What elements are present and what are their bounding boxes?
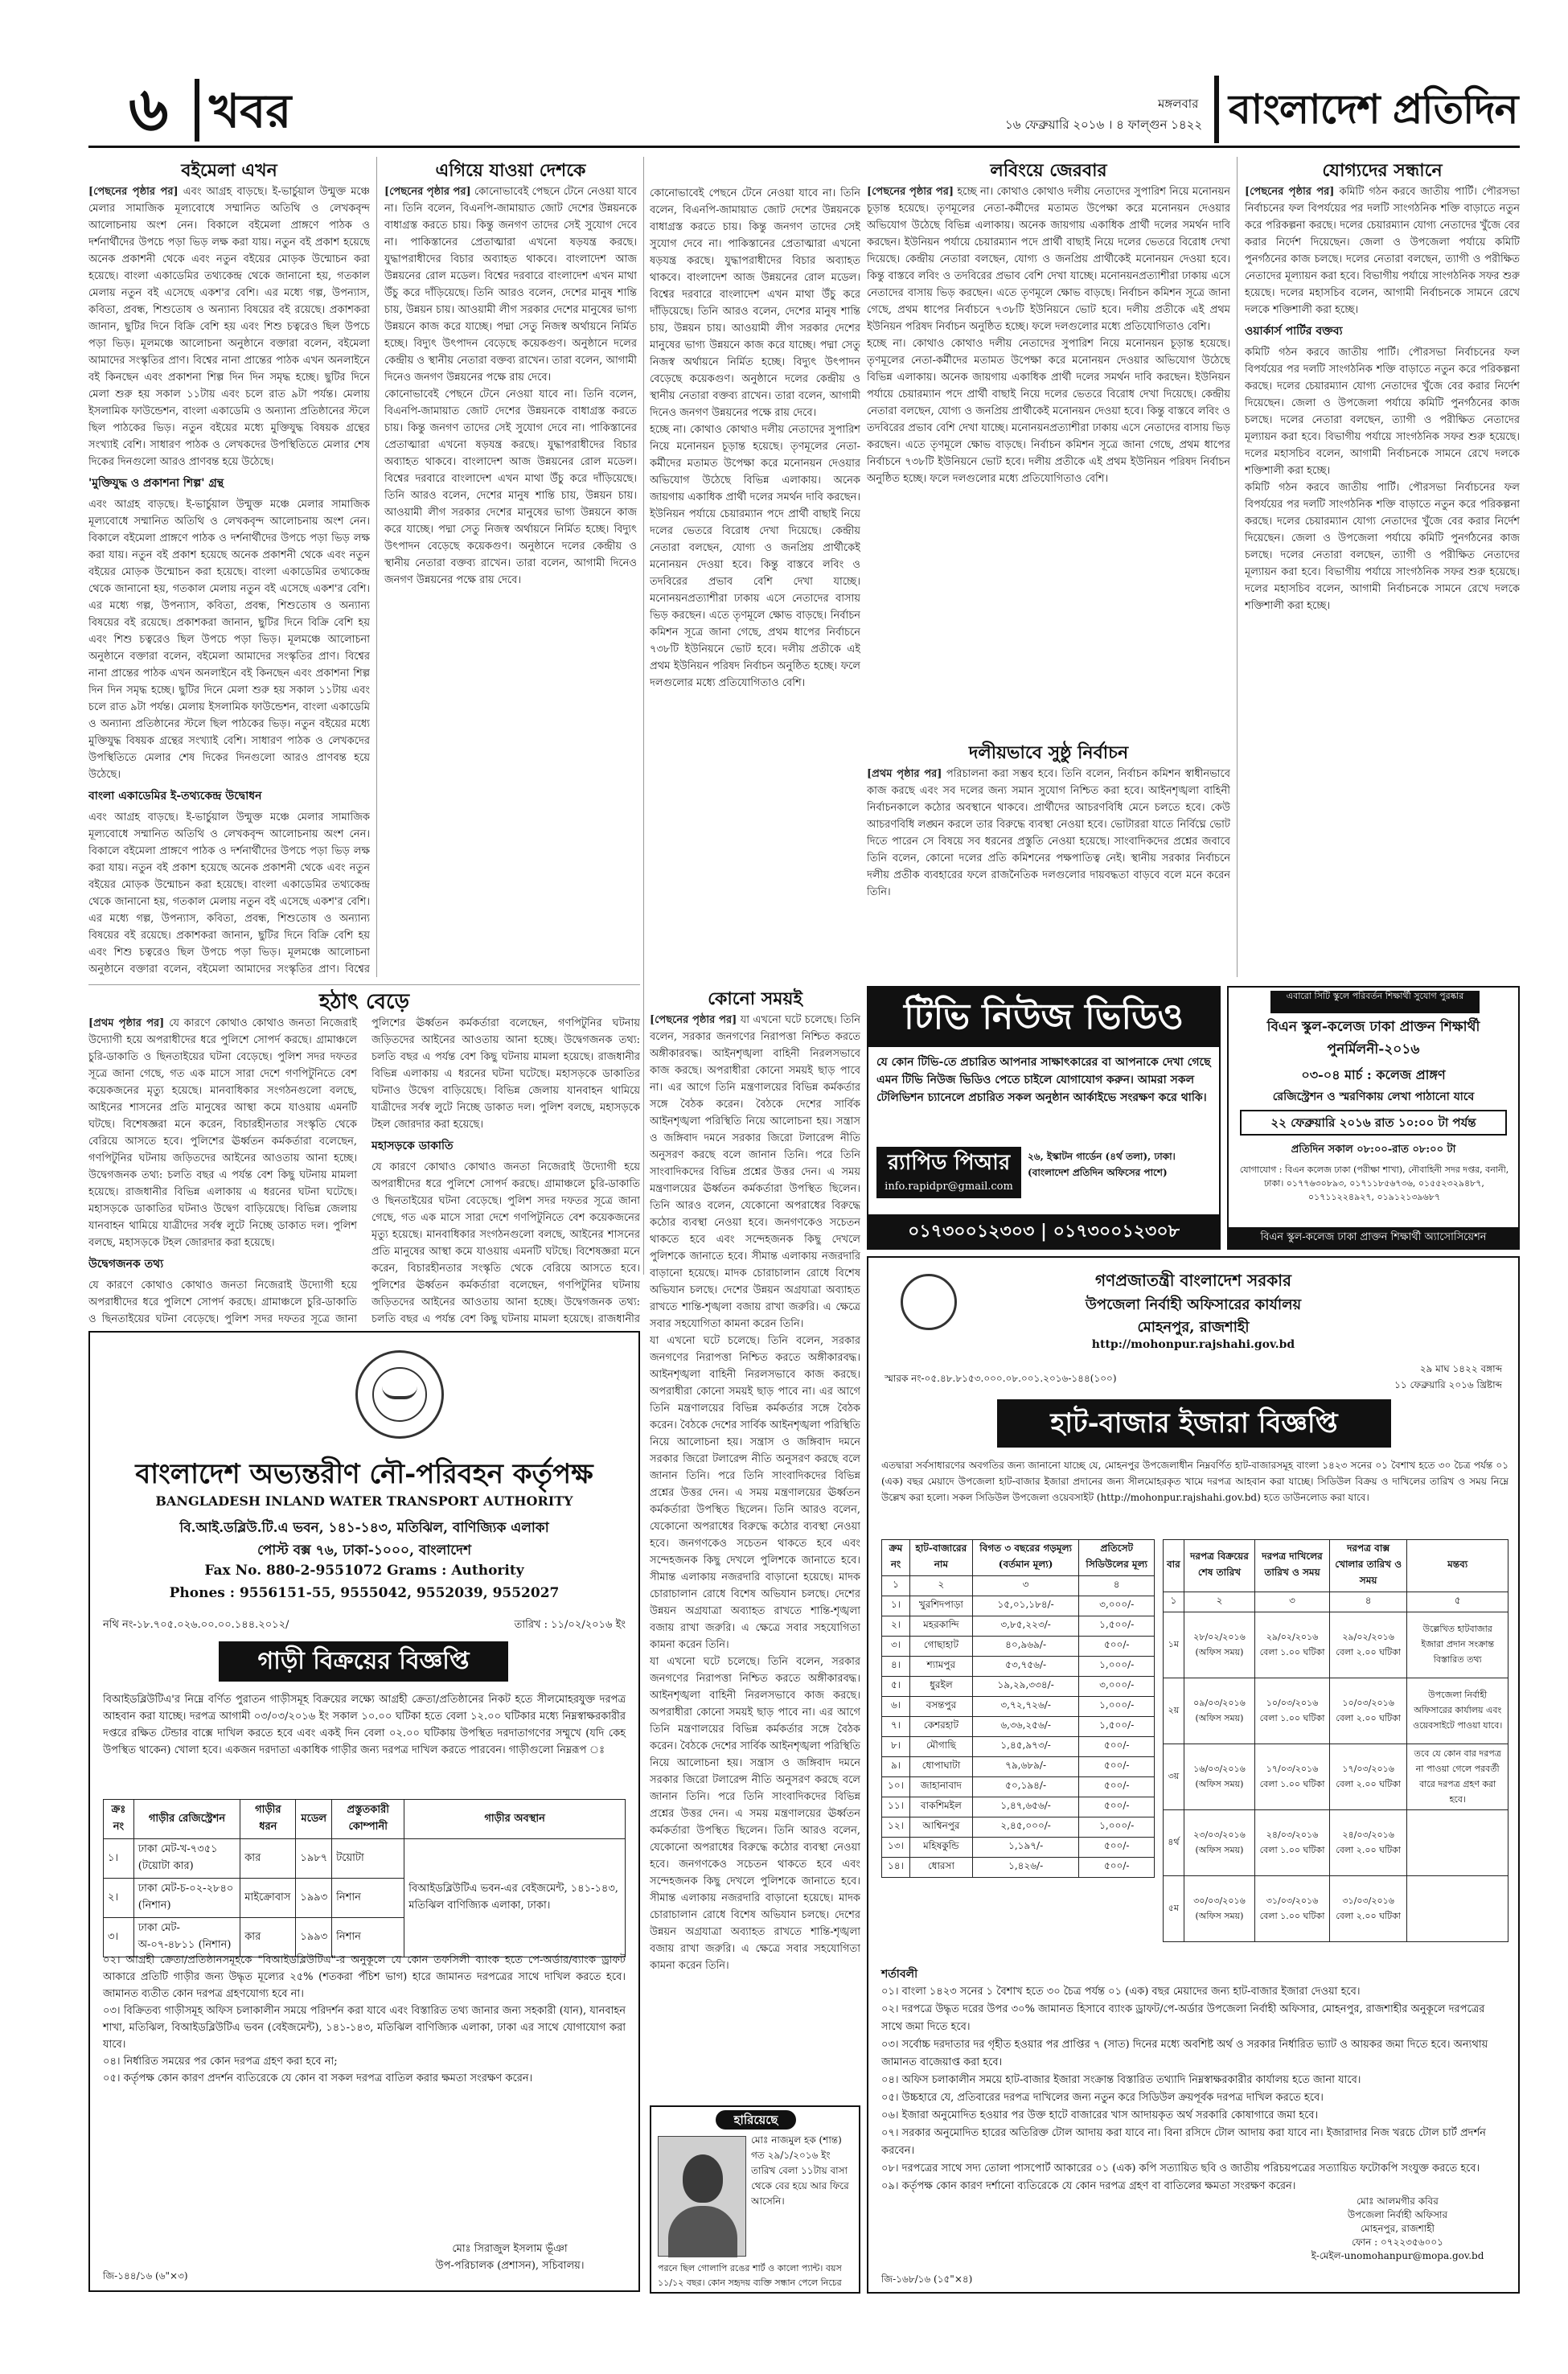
run-label: [পেছনের পৃষ্ঠার পর] [88,186,179,198]
article-body [88,1015,357,1251]
table-header: হাট-বাজারের নাম [909,1540,972,1576]
table-cell: ১,৫০০/- [1079,1717,1155,1737]
signer-phone: ফোন : ০৭২২৩৫৬০০১ [1352,2236,1443,2248]
section-divider [195,79,199,142]
school-reg: রেজিস্ট্রেশন ও স্মরণিকায় লেখা পাঠানো যাবে [1272,1090,1475,1103]
table-cell: মৌগাছি [909,1737,972,1757]
table-cell: ৩১/০৩/২০১৬ বেলা ১.০০ ঘটিকা [1255,1876,1330,1942]
run-label: [পেছনের পৃষ্ঠার পর] [1245,186,1335,198]
dateline: ১৬ ফেব্রুয়ারি ২০১৬ । ৪ ফাল্গুন ১৪২২ [1005,117,1203,132]
table-cell: ঢাকা মেট-অ-০৭-৪৮১১ (নিশান) [133,1918,240,1957]
article-body: এবং আগ্রহ বাড়ছে। ই-ভার্চুয়াল উন্মুক্ত মঞ্চে মেলার সামাজিক মূল্যবোধে সম্মানিত অতিথি ও লেখকবৃন্দ আলোচনায় অংশ নেন। বিকালে বইমেলা প্রাঙ্গণে পাঠক ও দর্শনার্থীদের উপচে পড়া ভিড় লক্ষ করা যায়। নতুন বই প্রকাশ হয়েছে অনেক প্রকাশনী থেকে এবং নতুন বইয়ের মোড়ক উন্মোচন করা হয়েছে। বাংলা একাডেমির তথ্যকেন্দ্র থেকে জানানো হয়, গতকাল মেলায় নতুন বই এসেছে একশ'র বেশি। এর মধ্যে গল্প, উপন্যাস, কবিতা, প্রবন্ধ, শিশুতোষ ও অন্যান্য বিষয়ের বই রয়েছে। প্রকাশকরা জানান, ছুটির দিনে বিক্রি বেশি হয় এবং শিশু চত্বরেও ছিল উপচে পড়া ভিড়। মূলমঞ্চে আলোচনা অনুষ্ঠানে বক্তারা বলেন, বইমেলা আমাদের সংস্কৃতির প্রাণ। বিশ্বের নানা প্রান্তের পাঠক এখন অনলাইনে বই কিনছেন এবং প্রকাশনা শিল্প দিন দিন সমৃদ্ধ হচ্ছে। ছুটির দিনে মেলা শুরু হয় সকাল ১১টায় এবং চলে রাত ৯টা পর্যন্ত। মেলায় ইসলামিক ফাউন্ডেশন, বাংলা একাডেমি ও অন্যান্য প্রতিষ্ঠানের স্টলে ছিল পাঠকের ভিড়। নতুন বইয়ের মধ্যে মুক্তিযুদ্ধ বিষয়ক গ্রন্থের সংখ্যাই বেশি। সাধারণ পাঠক ও লেখকদের উপস্থিতিতে মেলার শেষ দিকের দিনগুলো আরও প্রাণবন্ত হয়ে উঠেছে। [88,499,370,781]
notice-date-en: ১১ ফেব্রুয়ারি ২০১৬ খ্রিষ্টাব্দ [1394,1379,1502,1390]
article-headline: লবিংয়ে জেরবার [990,160,1107,181]
run-label: [প্রথম পৃষ্ঠার পর] [88,1017,165,1029]
ad-fax: Fax No. 880-2-9551072 Grams : Authority [204,1563,524,1579]
table-cell: ৩য় [1164,1744,1184,1810]
article-text: কোনোভাবেই পেছনে টেনে নেওয়া যাবে না। তিনি বলেন, বিএনপি-জামায়াত জোট দেশের উন্নয়নকে বাধাগ্রস্ত করতে চায়। কিন্তু জনগণ তাদের সেই সুযোগ দেবে না। পাকিস্তানের প্রেতাত্মারা এখনো ষড়যন্ত্র করছে। যুদ্ধাপরাধীদের বিচার অব্যাহত থাকবে। বাংলাদেশ আজ উন্নয়নের রোল মডেল। বিশ্বের দরবারে বাংলাদেশ এখন মাথা উঁচু করে দাঁড়িয়েছে। তিনি আরও বলেন, দেশের মানুষ শান্তি চায়, উন্নয়ন চায়। আওয়ামী লীগ সরকার দেশের মানুষের ভাগ্য উন্নয়নে কাজ করে যাচ্ছে। পদ্মা সেতু নিজস্ব অর্থায়নে নির্মিত হচ্ছে। বিদ্যুৎ উৎপাদন বেড়েছে কয়েকগুণ। অনুষ্ঠানে দলের কেন্দ্রীয় ও স্থানীয় নেতারা বক্তব্য রাখেন। তারা বলেন, আগামী দিনেও জনগণ উন্নয়নের পক্ষে রায় দেবে। [384,186,637,384]
table-cell: ধোপাঘাটা [909,1757,972,1777]
table-header: মন্তব্য [1407,1540,1508,1592]
table-cell: মহিষকুন্ডি [909,1838,972,1858]
table-number-row [1164,1592,1508,1612]
table-cell: কেশরহাট [909,1717,972,1737]
table-cell: ১০। [882,1777,910,1797]
run-label: [প্রথম পৃষ্ঠার পর] [867,768,942,780]
missing-person-photo [658,2136,746,2257]
table-cell: ১০/০৩/২০১৬ বেলা ২.০০ ঘটিকা [1329,1678,1407,1744]
table-cell: ৪০,৯৬৯/- [972,1637,1079,1657]
ad-date: তারিখ : ১১/০২/২০১৬ ইং [514,1619,626,1631]
notice-banner: হাট-বাজার ইজারা বিজ্ঞপ্তি [997,1399,1391,1448]
table-cell: টয়োটা [332,1839,404,1879]
conditions-title: শর্তাবলী [881,1968,918,1981]
article-headline: যোগ্যদের সন্ধানে [1322,160,1443,181]
notice-header-place: মোহনপুর, রাজশাহী [1137,1319,1250,1336]
article-body [867,766,1230,901]
condition-item: ০৫। উচ্চহারে যে, প্রতিবারের দরপত্র দাখিলের জন্য নতুন করে সিডিউল ক্রয়পূর্বক দরপত্র দাখিল করতে হবে। [881,2092,1324,2104]
table-row [882,1817,1155,1838]
table-cell: ৫০০/- [1079,1637,1155,1657]
table-header: বিগত ৩ বছরের গড়মূল্য (বর্তমান মূল্য) [972,1540,1079,1576]
table-cell: ১,৪৫,৯৭৩/- [972,1737,1079,1757]
table-cell: খুরশিদপাড়া [909,1596,972,1616]
table-cell: ঢাকা মেট-খ-৭৩৫১ (টয়োটা কার) [133,1839,240,1879]
article-jogyoder [1245,158,1520,978]
missing-person-ad [650,2105,860,2294]
table-cell: ২। [882,1616,910,1637]
column-rule [376,157,377,977]
table-cell: আশ্বিনপুর [909,1817,972,1838]
ad-ref-number: নথি নং-১৮.৭০৫.০২৬.০০.০০.১৪৪.২০১২/ [103,1619,289,1631]
condition-item: ০৯। কর্তৃপক্ষ কোন কারণ দর্শানো ব্যতিরেকে যে কোন দরপত্র গ্রহণ বা বাতিলের ক্ষমতা সংরক্ষণ করেন। [881,2180,1296,2192]
table-cell: ৩। [882,1637,910,1657]
table-cell: ১৭/০৩/২০১৬ বেলা ২.০০ ঘটিকা [1329,1744,1407,1810]
table-cell: ১০/০৩/২০১৬ বেলা ১.০০ ঘটিকা [1255,1678,1330,1744]
article-body [384,183,637,386]
market-table [881,1539,1155,1878]
article-body [650,1012,860,1333]
article-body: যা এখনো ঘটে চলেছে। তিনি বলেন, সরকার জনগণের নিরাপত্তা নিশ্চিত করতে অঙ্গীকারবদ্ধ। আইনশৃঙ্খলা বাহিনী নিরলসভাবে কাজ করছে। অপরাধীরা কোনো সময়ই ছাড় পাবে না। এর আগে তিনি মন্ত্রণালয়ের বিভিন্ন কর্মকর্তার সঙ্গে বৈঠক করেন। বৈঠকে দেশের সার্বিক আইনশৃঙ্খলা পরিস্থিতি নিয়ে আলোচনা হয়। সন্ত্রাস ও জঙ্গিবাদ দমনে সরকার জিরো টলারেন্স নীতি অনুসরণ করছে বলে জানান তিনি। পরে তিনি সাংবাদিকদের বিভিন্ন প্রশ্নের উত্তর দেন। এ সময় মন্ত্রণালয়ের ঊর্ধ্বতন কর্মকর্তারা উপস্থিত ছিলেন। তিনি আরও বলেন, যেকোনো অপরাধের বিরুদ্ধে কঠোর ব্যবস্থা নেওয়া হবে। জনগণকেও সচেতন থাকতে হবে এবং সন্দেহজনক কিছু দেখলে পুলিশকে জানাতে হবে। সীমান্ত এলাকায় নজরদারি বাড়ানো হয়েছে। মাদক চোরাচালান রোধে বিশেষ অভিযান চলছে। দেশের উন্নয়ন অগ্রযাত্রা অব্যাহত রাখতে শান্তি-শৃঙ্খলা বজায় রাখা জরুরি। এ ক্ষেত্রে সবার সহযোগিতা কামনা করেন তিনি। [650,1335,860,1651]
table-cell: বসন্তপুর [909,1697,972,1717]
table-row [882,1777,1155,1797]
missing-title: হারিয়েছে [716,2110,796,2130]
notice-date [1394,1362,1502,1394]
table-cell: ১। [104,1839,134,1879]
condition-item: ০১। বাংলা ১৪২৩ সনের ১ বৈশাখ হতে ৩০ চৈত্র পর্যন্ত ০১ (এক) বছর মেয়াদের জন্য হাট-বাজার ইজারা দেওয়া হবে। [881,1986,1361,1998]
article-headline: দলীয়ভাবে সুষ্ঠু নির্বাচন [968,742,1129,763]
table-cell: ৩ [1255,1592,1330,1612]
school-title: বিএন স্কুল-কলেজ ঢাকা প্রাক্তন শিক্ষার্থী পুনর্মিলনী-২০১৬ [1266,1019,1480,1058]
table-header: দরপত্র দাখিলের তারিখ ও সময় [1255,1540,1330,1592]
table-cell: ৫০০/- [1079,1797,1155,1817]
table-cell: কার [240,1839,296,1879]
article-text: পরিচালনা করা সম্ভব হবে। তিনি বলেন, নির্বাচন কমিশন স্বাধীনভাবে কাজ করছে এবং সব দলের জন্য সমান সুযোগ নিশ্চিত করা হবে। আইনশৃঙ্খলা বাহিনী নির্বাচনকালে কঠোর অবস্থানে থাকবে। প্রার্থীদের আচরণবিধি মেনে চলতে হবে। কেউ আচরণবিধি লঙ্ঘন করলে তার বিরুদ্ধে ব্যবস্থা নেওয়া হবে। ভোটাররা যাতে নির্বিঘ্নে ভোট দিতে পারেন সে বিষয়ে সব ধরনের প্রস্তুতি নেওয়া হয়েছে। সাংবাদিকদের প্রশ্নের জবাবে তিনি বলেন, কোনো দলের প্রতি কমিশনের পক্ষপাতিত্ব নেই। স্থানীয় সরকার নির্বাচনে দলীয় প্রতীক ব্যবহারের ফলে রাজনৈতিক দলগুলোর দায়বদ্ধতা বাড়বে বলে মনে করেন তিনি। [867,768,1230,898]
table-cell: ৫। [882,1677,910,1697]
table-cell: ২য় [1164,1678,1184,1744]
table-cell: ৫ [1407,1592,1508,1612]
table-cell: তবে যে কোন বার দরপত্র না পাওয়া গেলে পরবর্তী বারে দরপত্র গ্রহণ করা হবে। [1407,1744,1508,1810]
notice-intro: এতদ্বারা সর্বসাধারণের অবগতির জন্য জানানো যাচ্ছে যে, মোহনপুর উপজেলাধীন নিম্নবর্ণিত হাট-বাজারসমূহ বাংলা ১৪২৩ সনের ০১ বৈশাখ হতে ৩০ চৈত্র পর্যন্ত ০১ (এক) বছর মেয়াদে উপজেলা হাট-বাজার ইজারা প্রদানের জন্য সীলমোহরকৃত খামে দরপত্র আহবান করা যাচ্ছে। সিডিউল বিক্রয় ও দাখিলের তারিখ ও সময় নিম্নে উল্লেখ করা হলো। সকল সিডিউল উপজেলা ওয়েবসাইট (http://mohonpur.rajshahi.gov.bd) হতে ডাউনলোড করা যাবে। [881,1460,1508,1503]
school-badge: এবারো সিটি স্কুলে পরিবর্তন শিক্ষার্থী সুযোগ পুরষ্কার [1270,991,1480,1013]
article-headline: হঠাৎ বেড়ে [318,990,410,1014]
article-subhead: উদ্বেগজনক তথ্য [88,1258,164,1271]
ad-po-box: পোস্ট বক্স ৭৬, ঢাকা-১০০০, বাংলাদেশ [257,1542,472,1559]
article-egiye [384,158,637,978]
table-cell: ৭। [882,1717,910,1737]
table-cell: ১,০০০/- [1079,1657,1155,1677]
notice-header-office: উপজেলা নির্বাহী অফিসারের কার্যালয় [1085,1296,1302,1313]
table-cell: ১৪। [882,1858,910,1878]
notice-code: জি-১৬৮/১৬ (১৫"×৪) [881,2273,973,2285]
table-cell: ৬। [882,1697,910,1717]
condition-item: ০৪। অফিস চলাকালীন সময়ে হাট-বাজার ইজারা সংক্রান্ত বিস্তারিত তথ্যাদি নিম্নস্বাক্ষরকারীর কার্যালয় হতে জানা যাবে। [881,2074,1361,2086]
table-cell: ২,৪৫,০০০/- [972,1817,1079,1838]
table-cell: ১৩। [882,1838,910,1858]
table-cell: ৫০০/- [1079,1858,1155,1878]
ad-code: জি-১৪৪/১৬ (৬"×৩) [103,2270,188,2282]
article-body: কমিটি গঠন করবে জাতীয় পার্টি। পৌরসভা নির্বাচনের ফল বিপর্যয়ের পর দলটি সাংগঠনিক শক্তি বাড়াতে নতুন করে পরিকল্পনা করছে। দলের চেয়ারম্যান যোগ্য নেতাদের খুঁজে বের করার নির্দেশ দিয়েছেন। জেলা ও উপজেলা পর্যায়ে কমিটি পুনর্গঠনের কাজ চলছে। দলের নেতারা বলছেন, ত্যাগী ও পরীক্ষিত নেতাদের মূল্যায়ন করা হবে। বিভাগীয় পর্যায়ে সাংগঠনিক সফর শুরু হয়েছে। দলের মহাসচিব বলেন, আগামী নির্বাচনকে সামনে রেখে দলকে শক্তিশালী করা হচ্ছে। [1245,347,1520,477]
table-row [882,1637,1155,1657]
column-rule [643,157,644,1275]
table-cell: ৫০০/- [1079,1838,1155,1858]
table-header: ক্রঃ নং [104,1800,134,1839]
table-cell: ১৯৯৩ [296,1918,332,1957]
article-body: এবং আগ্রহ বাড়ছে। ই-ভার্চুয়াল উন্মুক্ত মঞ্চে মেলার সামাজিক মূল্যবোধে সম্মানিত অতিথি ও লেখকবৃন্দ আলোচনায় অংশ নেন। বিকালে বইমেলা প্রাঙ্গণে পাঠক ও দর্শনার্থীদের উপচে পড়া ভিড় লক্ষ করা যায়। নতুন বই প্রকাশ হয়েছে অনেক প্রকাশনী থেকে এবং নতুন বইয়ের মোড়ক উন্মোচন করা হয়েছে। বাংলা একাডেমির তথ্যকেন্দ্র থেকে জানানো হয়, গতকাল মেলায় নতুন বই এসেছে একশ'র বেশি। এর মধ্যে গল্প, উপন্যাস, কবিতা, প্রবন্ধ, শিশুতোষ ও অন্যান্য বিষয়ের বই রয়েছে। প্রকাশকরা জানান, ছুটির দিনে বিক্রি বেশি হয় এবং শিশু চত্বরেও ছিল উপচে পড়া ভিড়। মূলমঞ্চে আলোচনা অনুষ্ঠানে বক্তারা বলেন, বইমেলা আমাদের সংস্কৃতির প্রাণ। বিশ্বের [88,811,370,975]
table-cell: শ্যামপুর [909,1657,972,1677]
biwta-vehicle-sale-ad [88,1331,640,2292]
table-cell: ৩০/০৩/২০১৬ (অফিস সময়) [1184,1876,1254,1942]
table-row [882,1737,1155,1757]
table-cell [1407,1810,1508,1876]
table-row [882,1797,1155,1817]
table-row [1164,1810,1508,1876]
missing-side-text: মোঃ নাজমুল হক (শান্ত) গত ২৯/১/২০১৬ ইং তারিখ বেলা ১১টায় বাসা থেকে বের হয়ে আর ফিরে আসেনি। [751,2134,849,2207]
section-title: খবর [209,84,292,138]
page-number: ৬ [129,73,169,145]
ad-address: বি.আই.ডব্লিউ.টি.এ ভবন, ১৪১-১৪৩, মতিঝিল, বাণিজ্যিক এলাকা [179,1520,549,1536]
article-subhead: ওয়ার্কার্স পার্টির বক্তব্য [1245,325,1343,338]
table-cell: ২ [909,1576,972,1596]
table-header: দরপত্র বাক্স খোলার তারিখ ও সময় [1329,1540,1407,1592]
tv-ad-text: যে কোন টিভি-তে প্রচারিত আপনার সাক্ষাৎকারের বা আপনাকে দেখা গেছে এমন টিভি নিউজ ভিডিও পেতে চাইলে যোগাযোগ করুন। আমরা সকল টেলিভিশন চ্যানেলে প্রচারিত সকল অনুষ্ঠান আর্কাইভে সংরক্ষণ করে থাকি। [876,1056,1211,1104]
condition-item: ০৭। সরকার অনুমোদিত হারের অতিরিক্ত টোল আদায় করা যাবে না। বিনা রসিদে টোল আদায় করা যাবে না। ইজারাদার নিজ খরচে টোল চার্ট প্রদর্শন করবেন। [881,2127,1486,2157]
conditions-list [881,1983,1508,2195]
table-cell: ১,১৯৭/- [972,1838,1079,1858]
table-cell: বিআইডব্লিউটিএ ভবন-এর বেইজমেন্ট, ১৪১-১৪৩, মতিঝিল বাণিজ্যিক এলাকা, ঢাকা। [404,1839,626,1957]
article-text: যে কারণে কোথাও কোথাও জনতা নিজেরাই উদ্যোগী হয়ে অপরাধীদের ধরে পুলিশে সোপর্দ করছে। গ্রামাঞ্চলে চুরি-ডাকাতি ও ছিনতাইয়ের ঘটনা বেড়েছে। পুলিশ সদর দফতর সূত্রে জানা গেছে, গত এক মাসে সারা দেশে গণপিটুনিতে বেশ কয়েকজনের মৃত্যু হয়েছে। মানবাধিকার সংগঠনগুলো বলছে, আইনের শাসনের প্রতি মানুষের আস্থা কমে যাওয়ায় এমনটি ঘটছে। বিশেষজ্ঞরা মনে করেন, বিচারহীনতার সংস্কৃতি থেকে বেরিয়ে আসতে হবে। পুলিশের ঊর্ধ্বতন কর্মকর্তারা বলেছেন, গণপিটুনির ঘটনায় জড়িতদের আইনের আওতায় আনা হচ্ছে। উদ্বেগজনক তথ্য: চলতি বছর এ পর্যন্ত বেশ কিছু ঘটনায় মামলা হয়েছে। রাজধানীর বিভিন্ন এলাকায় এ ধরনের ঘটনা ঘটেছে। মহাসড়কে ডাকাতির ঘটনাও উদ্বেগ বাড়িয়েছে। বিভিন্ন জেলায় যানবাহন থামিয়ে যাত্রীদের সর্বস্ব লুটে নিচ্ছে ডাকাত দল। পুলিশ বলছে, মহাসড়কে টহল জোরদার করা হয়েছে। [88,1017,358,1249]
table-row [882,1657,1155,1677]
table-cell: মাইক্রোবাস [240,1879,296,1918]
hat-bazar-lease-notice [867,1256,1520,2294]
table-cell [1407,1876,1508,1942]
table-cell: ৯। [882,1757,910,1777]
table-cell: ৪র্থ [1164,1810,1184,1876]
run-label: [পেছনের পৃষ্ঠার পর] [650,1014,737,1026]
table-cell: ১১। [882,1797,910,1817]
brand-email: info.rapidpr@gmail.com [885,1181,1013,1193]
ad-signature [397,2241,622,2275]
school-footer: বিএন স্কুল-কলেজ ঢাকা প্রাক্তন শিক্ষার্থী অ্যাসোসিয়েশন [1229,1227,1518,1248]
tv-ad-brand [876,1147,1021,1198]
article-subhead: মহাসড়কে ডাকাতি [371,1140,454,1152]
table-header: গাড়ীর রেজিস্ট্রেশন [133,1800,240,1839]
signer-place: মোহনপুর, রাজশাহী [1361,2223,1435,2234]
table-header: মডেল [296,1800,332,1839]
table-cell: ৪ [1079,1576,1155,1596]
ad-terms [103,1952,626,2087]
table-cell: ৪। [882,1657,910,1677]
article-body [88,183,370,470]
ad-term: ০৪। নির্ধারিত সময়ের পর কোন দরপত্র গ্রহণ করা হবে না; [103,2056,338,2068]
table-cell: ৪ [1329,1592,1407,1612]
school-hours: প্রতিদিন সকাল ০৮:০০-রাত ০৮:০০ টা [1291,1144,1456,1156]
table-cell: ১৯৯৩ [296,1879,332,1918]
ad-term: ০৫। কর্তৃপক্ষ কোন কারণ প্রদর্শন ব্যতিরেকে যে কোন বা সকল দরপত্র বাতিল করার ক্ষমতা সংরক্ষণ করেন। [103,2072,533,2084]
ad-banner: গাড়ী বিক্রয়ের বিজ্ঞপ্তি [219,1641,508,1682]
table-cell: ঢাকা মেট-চ-০২-২৮৪০ (নিশান) [133,1879,240,1918]
table-row [882,1616,1155,1637]
table-row [882,1717,1155,1737]
article-lobbying [867,158,1230,737]
table-cell: ১,০০০/- [1079,1817,1155,1838]
table-cell: ২ [1184,1592,1254,1612]
signer-email: ই-মেইল-unomohanpur@mopa.gov.bd [1311,2250,1484,2261]
article-body: কোনোভাবেই পেছনে টেনে নেওয়া যাবে না। তিনি বলেন, বিএনপি-জামায়াত জোট দেশের উন্নয়নকে বাধাগ্রস্ত করতে চায়। কিন্তু জনগণ তাদের সেই সুযোগ দেবে না। পাকিস্তানের প্রেতাত্মারা এখনো ষড়যন্ত্র করছে। যুদ্ধাপরাধীদের বিচার অব্যাহত থাকবে। বাংলাদেশ আজ উন্নয়নের রোল মডেল। বিশ্বের দরবারে বাংলাদেশ এখন মাথা উঁচু করে দাঁড়িয়েছে। তিনি আরও বলেন, দেশের মানুষ শান্তি চায়, উন্নয়ন চায়। আওয়ামী লীগ সরকার দেশের মানুষের ভাগ্য উন্নয়নে কাজ করে যাচ্ছে। পদ্মা সেতু নিজস্ব অর্থায়নে নির্মিত হচ্ছে। বিদ্যুৎ উৎপাদন বেড়েছে কয়েকগুণ। অনুষ্ঠানে দলের কেন্দ্রীয় ও স্থানীয় নেতারা বক্তব্য রাখেন। তারা বলেন, আগামী দিনেও জনগণ উন্নয়নের পক্ষে রায় দেবে। [650,187,860,419]
table-cell: ৬,৩৬,২৫৬/- [972,1717,1079,1737]
table-cell: ৭৯,৬৮৯/- [972,1757,1079,1777]
table-number-row [882,1576,1155,1596]
tv-news-video-ad [867,986,1221,1250]
table-header: প্রস্তুতকারী কোম্পানী [332,1800,404,1839]
table-cell: ৩,৮৫,২২৩/- [972,1616,1079,1637]
table-cell: নিশান [332,1918,404,1957]
article-body [1245,183,1520,318]
table-cell: ১। [882,1596,910,1616]
table-cell: উল্লেখিত হাটবাজার ইজারা প্রদান সংক্রান্ত বিস্তারিত তথ্য [1407,1612,1508,1678]
table-cell: ২৯/০২/২০১৬ বেলা ২.০০ ঘটিকা [1329,1612,1407,1678]
article-hothat [88,989,640,1327]
table-header: বার [1164,1540,1184,1592]
article-text: হচ্ছে না। কোথাও কোথাও দলীয় নেতাদের সুপারিশ নিয়ে মনোনয়ন চূড়ান্ত হয়েছে। তৃণমূলের নেতা-কর্মীদের মতামত উপেক্ষা করে মনোনয়ন দেওয়ার অভিযোগ উঠেছে বিভিন্ন এলাকায়। অনেক জায়গায় একাধিক প্রার্থী দলের সমর্থন দাবি করছেন। ইউনিয়ন পর্যায়ে চেয়ারম্যান পদে প্রার্থী বাছাই নিয়ে দলের ভেতরে বিরোধ দেখা দিয়েছে। কেন্দ্রীয় নেতারা বলছেন, যোগ্য ও জনপ্রিয় প্রার্থীকেই মনোনয়ন দেওয়া হবে। কিন্তু বাস্তবে লবিং ও তদবিরের প্রভাব বেশি দেখা যাচ্ছে। মনোনয়নপ্রত্যাশীরা ঢাকায় এসে নেতাদের বাসায় ভিড় করছেন। এতে তৃণমূলে ক্ষোভ বাড়ছে। নির্বাচন কমিশন সূত্রে জানা গেছে, প্রথম ধাপের নির্বাচনে ৭৩৮টি ইউনিয়নে ভোট হবে। দলীয় প্রতীকে এই প্রথম ইউনিয়ন পরিষদ নির্বাচন অনুষ্ঠিত হচ্ছে। ফলে দলগুলোর মধ্যে প্রতিযোগিতাও বেশি। [867,186,1230,333]
condition-item: ০৮। দরপত্রের সাথে সদ্য তোলা পাসপোর্ট আকারের ০১ (এক) কপি সত্যায়িত ছবি ও জাতীয় পরিচয়পত্রের সত্যায়িত ফটোকপি সংযুক্ত করতে হবে। [881,2162,1480,2175]
run-label: [পেছনের পৃষ্ঠার পর] [867,186,954,198]
table-cell: ধুরইল [909,1677,972,1697]
table-cell: ১৬/০৩/২০১৬ (অফিস সময়) [1184,1744,1254,1810]
table-row [882,1858,1155,1878]
table-cell: ১,৪২৬/- [972,1858,1079,1878]
table-cell: ৩,৭২,৭২৬/- [972,1697,1079,1717]
ad-org-title-en: BANGLADESH INLAND WATER TRANSPORT AUTHORITY [155,1493,573,1509]
article-body: যে কারণে কোথাও কোথাও জনতা নিজেরাই উদ্যোগী হয়ে অপরাধীদের ধরে পুলিশে সোপর্দ করছে। গ্রামাঞ্চলে চুরি-ডাকাতি ও ছিনতাইয়ের ঘটনা বেড়েছে। পুলিশ সদর দফতর সূত্রে জানা পুলিশের ঊর্ধ্বতন কর্মকর্তারা বলেছেন, গণপিটুনির ঘটনায় জড়িতদের আইনের আওতায় আনা হচ্ছে। উদ্বেগজনক তথ্য: চলতি বছর এ পর্যন্ত বেশ কিছু ঘটনায় মামলা হয়েছে। রাজধানীর বিভিন্ন এলাকায় এ ধরনের ঘটনা ঘটেছে। মহাসড়কে ডাকাতির ঘটনাও উদ্বেগ বাড়িয়েছে। বিভিন্ন জেলায় যানবাহন থামিয়ে যাত্রীদের সর্বস্ব লুটে নিচ্ছে ডাকাত দল। পুলিশ বলছে, মহাসড়কে টহল জোরদার করা হয়েছে। [88,1017,640,1325]
section-rule [88,984,640,985]
article-body: যে কারণে কোথাও কোথাও জনতা নিজেরাই উদ্যোগী হয়ে অপরাধীদের ধরে পুলিশে সোপর্দ করছে। গ্রামাঞ্চলে চুরি-ডাকাতি ও ছিনতাইয়ের ঘটনা বেড়েছে। পুলিশ সদর দফতর সূত্রে জানা গেছে, গত এক মাসে সারা দেশে গণপিটুনিতে বেশ কয়েকজনের মৃত্যু হয়েছে। মানবাধিকার সংগঠনগুলো বলছে, আইনের শাসনের প্রতি মানুষের আস্থা কমে যাওয়ায় এমনটি ঘটছে। বিশেষজ্ঞরা মনে করেন, বিচারহীনতার সংস্কৃতি থেকে বেরিয়ে আসতে হবে। পুলিশের ঊর্ধ্বতন কর্মকর্তারা বলেছেন, গণপিটুনির ঘটনায় জড়িতদের আইনের আওতায় আনা হচ্ছে। উদ্বেগজনক তথ্য: চলতি বছর এ পর্যন্ত বেশ কিছু ঘটনায় মামলা হয়েছে। রাজধানীর [371,1161,640,1325]
ad-term: ০২। আগ্রহী ক্রেতা/প্রতিষ্ঠানসমূহকে "বিআইডব্লিউটিএ"-র অনুকূলে যে কোন তফসিলী ব্যাংক হতে পে-অর্ডার/ব্যাংক ড্রাফট আকারে প্রতিটি গাড়ীর জন্য উদ্ধৃত মূল্যের ২৫% (শতকরা পঁচিশ ভাগ) হারে জামানত দরপত্রের সাথে দাখিল করতে হবে। জামানত ব্যতীত কোন দরপত্র গ্রহণযোগ্য হবে না। [103,1954,626,2000]
table-cell: ৩। [104,1918,134,1957]
notice-url: http://mohonpur.rajshahi.gov.bd [1091,1338,1295,1351]
article-body [867,183,1230,335]
table-cell: বাকশিমইল [909,1797,972,1817]
ad-phones: Phones : 9556151-55, 9555042, 9552039, 9552027 [169,1585,560,1601]
table-header: গাড়ীর অবস্থান [404,1800,626,1839]
vehicle-table [103,1799,626,1957]
tv-ad-title: টিভি নিউজ ভিডিও [868,988,1219,1047]
ad-org-title-bn: বাংলাদেশ অভ্যন্তরীণ নৌ-পরিবহন কর্তৃপক্ষ [135,1458,593,1490]
tv-ad-phones: ০১৭৩০০১২৩০৩ | ০১৭৩০০১২৩০৮ [868,1214,1219,1248]
article-headline: কোনো সময়ই [708,988,802,1009]
table-row [882,1596,1155,1616]
ad-term: ০৩। বিক্রিতব্য গাড়ীসমূহ অফিস চলাকালীন সময়ে পরিদর্শন করা যাবে এবং বিস্তারিত তথ্য জানার জন্য সহকারী (যান), যানবাহন শাখা, মতিঝিল, বিআইডব্লিউটিএ ভবন (বেইজমেন্ট), ১৪১-১৪৩, মতিঝিল বাণিজ্যিক এলাকা, ঢাকা এর সাথে যোগাযোগ করা যাবে। [103,2005,626,2051]
table-cell: ২৩/০৩/২০১৬ (অফিস সময়) [1184,1810,1254,1876]
condition-item: ০২। দরপত্রে উদ্ধৃত দরের উপর ৩০% জামানত হিসাবে ব্যাংক ড্রাফট/পে-অর্ডার উপজেলা নির্বাহী অফিসার, মোহনপুর, রাজশাহীর অনুকূলে দরপত্রের সাথে জমা দিতে হবে। [881,2003,1485,2033]
column-rule [1237,157,1238,977]
table-cell: ৫ম [1164,1876,1184,1942]
table-header: ক্রম নং [882,1540,910,1576]
notice-date-bn: ২৯ মাঘ ১৪২২ বঙ্গাব্দ [1419,1363,1502,1374]
table-cell: ৫০,১৯৪/- [972,1777,1079,1797]
table-cell: ৩,০০০/- [1079,1596,1155,1616]
table-cell: ২৯/০২/২০১৬ বেলা ১.০০ ঘটিকা [1255,1612,1330,1678]
article-subhead: 'মুক্তিযুদ্ধ ও প্রকাশনা শিল্প' গ্রন্থ [88,477,224,490]
table-cell: ২৪/০৩/২০১৬ বেলা ১.০০ ঘটিকা [1255,1810,1330,1876]
table-header: দরপত্র বিক্রয়ের শেষ তারিখ [1184,1540,1254,1592]
table-header-row [1164,1540,1508,1592]
article-columns [88,1015,640,1327]
article-headline: এগিয়ে যাওয়া দেশকে [435,160,586,181]
article-text: কমিটি গঠন করবে জাতীয় পার্টি। পৌরসভা নির্বাচনের ফল বিপর্যয়ের পর দলটি সাংগঠনিক শক্তি বাড়াতে নতুন করে পরিকল্পনা করছে। দলের চেয়ারম্যান যোগ্য নেতাদের খুঁজে বের করার নির্দেশ দিয়েছেন। জেলা ও উপজেলা পর্যায়ে কমিটি পুনর্গঠনের কাজ চলছে। দলের নেতারা বলছেন, ত্যাগী ও পরীক্ষিত নেতাদের মূল্যায়ন করা হবে। বিভাগীয় পর্যায়ে সাংগঠনিক সফর শুরু হয়েছে। দলের মহাসচিব বলেন, আগামী নির্বাচনকে সামনে রেখে দলকে শক্তিশালী করা হচ্ছে। [1245,186,1520,316]
table-row [1164,1744,1508,1810]
table-row [882,1677,1155,1697]
article-body: কমিটি গঠন করবে জাতীয় পার্টি। পৌরসভা নির্বাচনের ফল বিপর্যয়ের পর দলটি সাংগঠনিক শক্তি বাড়াতে নতুন করে পরিকল্পনা করছে। দলের চেয়ারম্যান যোগ্য নেতাদের খুঁজে বের করার নির্দেশ দিয়েছেন। জেলা ও উপজেলা পর্যায়ে কমিটি পুনর্গঠনের কাজ চলছে। দলের নেতারা বলছেন, ত্যাগী ও পরীক্ষিত নেতাদের মূল্যায়ন করা হবে। বিভাগীয় পর্যায়ে সাংগঠনিক সফর শুরু হয়েছে। দলের মহাসচিব বলেন, আগামী নির্বাচনকে সামনে রেখে দলকে শক্তিশালী করা হচ্ছে। [1245,482,1520,612]
article-text: যা এখনো ঘটে চলেছে। তিনি বলেন, সরকার জনগণের নিরাপত্তা নিশ্চিত করতে অঙ্গীকারবদ্ধ। আইনশৃঙ্খলা বাহিনী নিরলসভাবে কাজ করছে। অপরাধীরা কোনো সময়ই ছাড় পাবে না। এর আগে তিনি মন্ত্রণালয়ের বিভিন্ন কর্মকর্তার সঙ্গে বৈঠক করেন। বৈঠকে দেশের সার্বিক আইনশৃঙ্খলা পরিস্থিতি নিয়ে আলোচনা হয়। সন্ত্রাস ও জঙ্গিবাদ দমনে সরকার জিরো টলারেন্স নীতি অনুসরণ করছে বলে জানান তিনি। পরে তিনি সাংবাদিকদের বিভিন্ন প্রশ্নের উত্তর দেন। এ সময় মন্ত্রণালয়ের ঊর্ধ্বতন কর্মকর্তারা উপস্থিত ছিলেন। তিনি আরও বলেন, যেকোনো অপরাধের বিরুদ্ধে কঠোর ব্যবস্থা নেওয়া হবে। জনগণকেও সচেতন থাকতে হবে এবং সন্দেহজনক কিছু দেখলে পুলিশকে জানাতে হবে। সীমান্ত এলাকায় নজরদারি বাড়ানো হয়েছে। মাদক চোরাচালান রোধে বিশেষ অভিযান চলছে। দেশের উন্নয়ন অগ্রযাত্রা অব্যাহত রাখতে শান্তি-শৃঙ্খলা বজায় রাখা জরুরি। এ ক্ষেত্রে সবার সহযোগিতা কামনা করেন তিনি। [650,1014,860,1330]
table-cell: ১২। [882,1817,910,1838]
table-cell: ১ম [1164,1612,1184,1678]
article-text: এবং আগ্রহ বাড়ছে। ই-ভার্চুয়াল উন্মুক্ত মঞ্চে মেলার সামাজিক মূল্যবোধে সম্মানিত অতিথি ও লেখকবৃন্দ আলোচনায় অংশ নেন। বিকালে বইমেলা প্রাঙ্গণে পাঠক ও দর্শনার্থীদের উপচে পড়া ভিড় লক্ষ করা যায়। নতুন বই প্রকাশ হয়েছে অনেক প্রকাশনী থেকে এবং নতুন বইয়ের মোড়ক উন্মোচন করা হয়েছে। বাংলা একাডেমির তথ্যকেন্দ্র থেকে জানানো হয়, গতকাল মেলায় নতুন বই এসেছে একশ'র বেশি। এর মধ্যে গল্প, উপন্যাস, কবিতা, প্রবন্ধ, শিশুতোষ ও অন্যান্য বিষয়ের বই রয়েছে। প্রকাশকরা জানান, ছুটির দিনে বিক্রি বেশি হয় এবং শিশু চত্বরেও ছিল উপচে পড়া ভিড়। মূলমঞ্চে আলোচনা অনুষ্ঠানে বক্তারা বলেন, বইমেলা আমাদের সংস্কৃতির প্রাণ। বিশ্বের নানা প্রান্তের পাঠক এখন অনলাইনে বই কিনছেন এবং প্রকাশনা শিল্প দিন দিন সমৃদ্ধ হচ্ছে। ছুটির দিনে মেলা শুরু হয় সকাল ১১টায় এবং চলে রাত ৯টা পর্যন্ত। মেলায় ইসলামিক ফাউন্ডেশন, বাংলা একাডেমি ও অন্যান্য প্রতিষ্ঠানের স্টলে ছিল পাঠকের ভিড়। নতুন বইয়ের মধ্যে মুক্তিযুদ্ধ বিষয়ক গ্রন্থের সংখ্যাই বেশি। সাধারণ পাঠক ও লেখকদের উপস্থিতিতে মেলার শেষ দিকের দিনগুলো আরও প্রাণবন্ত হয়ে উঠেছে। [88,186,370,468]
weekday: মঙ্গলবার [1158,97,1199,111]
table-cell: ৩ [972,1576,1079,1596]
table-header: প্রতিসেট সিডিউলের মূল্য [1079,1540,1155,1576]
article-body: যা এখনো ঘটে চলেছে। তিনি বলেন, সরকার জনগণের নিরাপত্তা নিশ্চিত করতে অঙ্গীকারবদ্ধ। আইনশৃঙ্খলা বাহিনী নিরলসভাবে কাজ করছে। অপরাধীরা কোনো সময়ই ছাড় পাবে না। এর আগে তিনি মন্ত্রণালয়ের বিভিন্ন কর্মকর্তার সঙ্গে বৈঠক করেন। বৈঠকে দেশের সার্বিক আইনশৃঙ্খলা পরিস্থিতি নিয়ে আলোচনা হয়। সন্ত্রাস ও জঙ্গিবাদ দমনে সরকার জিরো টলারেন্স নীতি অনুসরণ করছে বলে জানান তিনি। পরে তিনি সাংবাদিকদের বিভিন্ন প্রশ্নের উত্তর দেন। এ সময় মন্ত্রণালয়ের ঊর্ধ্বতন কর্মকর্তারা উপস্থিত ছিলেন। তিনি আরও বলেন, যেকোনো অপরাধের বিরুদ্ধে কঠোর ব্যবস্থা নেওয়া হবে। জনগণকেও সচেতন থাকতে হবে এবং সন্দেহজনক কিছু দেখলে পুলিশকে জানাতে হবে। সীমান্ত এলাকায় নজরদারি বাড়ানো হয়েছে। মাদক চোরাচালান রোধে বিশেষ অভিযান চলছে। দেশের উন্নয়ন অগ্রযাত্রা অব্যাহত রাখতে শান্তি-শৃঙ্খলা বজায় রাখা জরুরি। এ ক্ষেত্রে সবার সহযোগিতা কামনা করেন তিনি। [650,1656,860,1972]
school-date: ০৩-০৪ মার্চ : কলেজ প্রাঙ্গণ [1301,1067,1446,1082]
article-kono [650,986,860,2100]
signer-title: উপ-পরিচালক (প্রশাসন), সচিবালয়। [435,2260,585,2272]
table-cell: ২৮/০২/২০১৬ (অফিস সময়) [1184,1612,1254,1678]
table-cell: ১৯৮৭ [296,1839,332,1879]
table-row [1164,1612,1508,1678]
schedule-table [1163,1539,1508,1942]
masthead [88,71,1520,148]
article-body: হচ্ছে না। কোথাও কোথাও দলীয় নেতাদের সুপারিশ নিয়ে মনোনয়ন চূড়ান্ত হয়েছে। তৃণমূলের নেতা-কর্মীদের মতামত উপেক্ষা করে মনোনয়ন দেওয়ার অভিযোগ উঠেছে বিভিন্ন এলাকায়। অনেক জায়গায় একাধিক প্রার্থী দলের সমর্থন দাবি করছেন। ইউনিয়ন পর্যায়ে চেয়ারম্যান পদে প্রার্থী বাছাই নিয়ে দলের ভেতরে বিরোধ দেখা দিয়েছে। কেন্দ্রীয় নেতারা বলছেন, যোগ্য ও জনপ্রিয় প্রার্থীকেই মনোনয়ন দেওয়া হবে। কিন্তু বাস্তবে লবিং ও তদবিরের প্রভাব বেশি দেখা যাচ্ছে। মনোনয়নপ্রত্যাশীরা ঢাকায় এসে নেতাদের বাসায় ভিড় করছেন। এতে তৃণমূলে ক্ষোভ বাড়ছে। নির্বাচন কমিশন সূত্রে জানা গেছে, প্রথম ধাপের নির্বাচনে ৭৩৮টি ইউনিয়নে ভোট হবে। দলীয় প্রতীকে এই প্রথম ইউনিয়ন পরিষদ নির্বাচন অনুষ্ঠিত হচ্ছে। ফলে দলগুলোর মধ্যে প্রতিযোগিতাও বেশি। [867,338,1230,485]
table-cell: ২। [104,1879,134,1918]
table-cell: ১,৫০০/- [1079,1616,1155,1637]
biwta-logo-icon [355,1350,444,1439]
table-cell: ১,৪৭,৬৫৬/- [972,1797,1079,1817]
missing-bottom-text: পরনে ছিল গোলাপি রঙের শার্ট ও কালো প্যান্ট। বয়স ১১/১২ বছর। কোন সহৃদয় ব্যক্তি সন্ধান পেলে নিচের [658,2263,842,2288]
ad-intro: বিআইডব্লিউটিএ'র নিম্নে বর্ণিত পুরাতন গাড়ীসমূহ বিক্রয়ের লক্ষ্যে আগ্রহী ক্রেতা/প্রতিষ্ঠানের নিকট হতে সীলমোহরযুক্ত দরপত্র আহবান করা যাচ্ছে। দরপত্র আগামী ০৩/০৩/২০১৬ ইং সকাল ১০.০০ ঘটিকা হতে বেলা ১২.০০ ঘটিকার মধ্যে নিম্নস্বাক্ষরকারীর দপ্তরে রক্ষিত টেন্ডার বাক্সে দাখিল করতে হবে এবং একই দিন বেলা ০২.০০ ঘটিকায় উপস্থিত দরদাতাগণের সম্মুখে (যদি কেহ উপস্থিত থাকেন) খোলা হবে। একজন দরদাতা একাধিক গাড়ীর জন্য দরপত্র দাখিল করতে পারবেন। গাড়ীগুলো নিম্নরূপ ঃ [103,1694,626,1756]
notice-conditions [881,1965,1508,2195]
notice-signature [1293,2195,1502,2263]
table-cell: ৫৩,৭৫৬/- [972,1657,1079,1677]
table-cell: জাহানাবাদ [909,1777,972,1797]
table-cell: গোছাহাট [909,1637,972,1657]
table-cell: ১৯,২৯,৩৩৪/- [972,1677,1079,1697]
table-cell: ২৪/০৩/২০১৬ বেলা ২.০০ ঘটিকা [1329,1810,1407,1876]
signer-name: মোঃ আলমগীর কবির [1357,2195,1439,2207]
table-cell: নিশান [332,1879,404,1918]
table-cell: ১ [1164,1592,1184,1612]
photo-head [683,2154,723,2203]
table-row [1164,1876,1508,1942]
table-cell: উপজেলা নির্বাহী অফিসারের কার্যালয় এবং ওয়েবসাইটে পাওয়া যাবে। [1407,1678,1508,1744]
brand-name: র‍্যাপিড পিআর [887,1151,1011,1175]
table-cell: ৩,০০০/- [1079,1677,1155,1697]
table-row [882,1757,1155,1777]
notice-header-govt: গণপ্রজাতন্ত্রী বাংলাদেশ সরকার [1095,1271,1291,1290]
article-egiye-continued [650,185,860,981]
table-header-row [104,1800,626,1839]
table-row [882,1697,1155,1717]
article-body: কোনোভাবেই পেছনে টেনে নেওয়া যাবে না। তিনি বলেন, বিএনপি-জামায়াত জোট দেশের উন্নয়নকে বাধাগ্রস্ত করতে চায়। কিন্তু জনগণ তাদের সেই সুযোগ দেবে না। পাকিস্তানের প্রেতাত্মারা এখনো ষড়যন্ত্র করছে। যুদ্ধাপরাধীদের বিচার অব্যাহত থাকবে। বাংলাদেশ আজ উন্নয়নের রোল মডেল। বিশ্বের দরবারে বাংলাদেশ এখন মাথা উঁচু করে দাঁড়িয়েছে। তিনি আরও বলেন, দেশের মানুষ শান্তি চায়, উন্নয়ন চায়। আওয়ামী লীগ সরকার দেশের মানুষের ভাগ্য উন্নয়নে কাজ করে যাচ্ছে। পদ্মা সেতু নিজস্ব অর্থায়নে নির্মিত হচ্ছে। বিদ্যুৎ উৎপাদন বেড়েছে কয়েকগুণ। অনুষ্ঠানে দলের কেন্দ্রীয় ও স্থানীয় নেতারা বক্তব্য রাখেন। তারা বলেন, আগামী দিনেও জনগণ উন্নয়নের পক্ষে রায় দেবে। [384,388,637,586]
signer-name: মোঃ সিরাজুল ইসলাম ভূঁঞা [452,2243,568,2255]
table-cell: ৩১/০৩/২০১৬ বেলা ২.০০ ঘটিকা [1329,1876,1407,1942]
article-headline: বইমেলা এখন [181,160,277,181]
table-cell: ১৭/০৩/২০১৬ বেলা ১.০০ ঘটিকা [1255,1744,1330,1810]
photo-body [668,2206,737,2257]
table-cell: ৫০০/- [1079,1757,1155,1777]
table-cell: ৫০০/- [1079,1737,1155,1757]
table-cell: ০৯/০৩/২০১৬ (অফিস সময়) [1184,1678,1254,1744]
signer-title: উপজেলা নির্বাহী অফিসার [1347,2209,1448,2220]
school-contact: যোগাযোগ : বিএন কলেজ ঢাকা (পরীক্ষা শাখা), নৌবাহিনী সদর দপ্তর, বনানী, ঢাকা। ০১৭৭৬৩০৮৯৩, ০১৭১১৮৫৬৭৩৬, ০১৫৫২৩২৯৪৮৭, ০১৭১১২২৪৯২৭, ০১৯১২১৩৯৬৮৭ [1239,1164,1509,1202]
table-cell: মহরকান্দি [909,1616,972,1637]
notice-memo: স্মারক নং-০৫.৪৮.৮১৫৩.০০০.০৮.০০১.২০১৬-১৪৪(১০০) [885,1373,1117,1384]
table-row [104,1839,626,1879]
school-reunion-ad [1227,986,1520,1250]
article-boimela [88,158,370,978]
table-cell: ৮। [882,1737,910,1757]
table-header: গাড়ীর ধরন [240,1800,296,1839]
newspaper-logo: বাংলাদেশ প্রতিদিন [1229,85,1518,133]
condition-item: ০৩। সর্বোচ্চ দরদাতার দর গৃহীত হওয়ার পর প্রাপ্তির ৭ (সাত) দিনের মধ্যে অবশিষ্ট অর্থ ও সরকার নির্ধারিত ভ্যাট ও আয়কর জমা দিতে হবে। অন্যথায় জামানত বাজেয়াপ্ত করা হবে। [881,2039,1488,2068]
table-row [882,1838,1155,1858]
table-cell: ১,০০০/- [1079,1697,1155,1717]
school-deadline: ২২ ফেব্রুয়ারি ২০১৬ রাত ১০:০০ টা পর্যন্ত [1240,1110,1507,1136]
tv-ad-address: ২৬, ইস্কাটন গার্ডেন (৪র্থ তলা), ঢাকা। (বাংলাদেশ প্রতিদিন অফিসের পাশে) [1028,1151,1176,1178]
table-cell: কার [240,1918,296,1957]
table-cell: ১ [882,1576,910,1596]
table-cell: ১৫,০১,১৮৪/- [972,1596,1079,1616]
brand-divider [1214,76,1219,143]
table-header-row [882,1540,1155,1576]
article-dolio [867,740,1230,981]
article-body: হচ্ছে না। কোথাও কোথাও দলীয় নেতাদের সুপারিশ নিয়ে মনোনয়ন চূড়ান্ত হয়েছে। তৃণমূলের নেতা-কর্মীদের মতামত উপেক্ষা করে মনোনয়ন দেওয়ার অভিযোগ উঠেছে বিভিন্ন এলাকায়। অনেক জায়গায় একাধিক প্রার্থী দলের সমর্থন দাবি করছেন। ইউনিয়ন পর্যায়ে চেয়ারম্যান পদে প্রার্থী বাছাই নিয়ে দলের ভেতরে বিরোধ দেখা দিয়েছে। কেন্দ্রীয় নেতারা বলছেন, যোগ্য ও জনপ্রিয় প্রার্থীকেই মনোনয়ন দেওয়া হবে। কিন্তু বাস্তবে লবিং ও তদবিরের প্রভাব বেশি দেখা যাচ্ছে। মনোনয়নপ্রত্যাশীরা ঢাকায় এসে নেতাদের বাসায় ভিড় করছেন। এতে তৃণমূলে ক্ষোভ বাড়ছে। নির্বাচন কমিশন সূত্রে জানা গেছে, প্রথম ধাপের নির্বাচনে ৭৩৮টি ইউনিয়নে ভোট হবে। দলীয় প্রতীকে এই প্রথম ইউনিয়ন পরিষদ নির্বাচন অনুষ্ঠিত হচ্ছে। ফলে দলগুলোর মধ্যে প্রতিযোগিতাও বেশি। [650,424,860,689]
table-cell: ধোরসা [909,1858,972,1878]
condition-item: ০৬। ইজারা অনুমোদিত হওয়ার পর উক্ত হাটে বাজারের খাস আদায়কৃত অর্থ সরকারি কোষাগারে জমা হবে। [881,2109,1319,2121]
table-row [1164,1678,1508,1744]
run-label: [পেছনের পৃষ্ঠার পর] [384,186,471,198]
table-cell: ৫০০/- [1079,1777,1155,1797]
article-subhead: বাংলা একাডেমির ই-তথ্যকেন্দ্র উদ্বোধন [88,790,262,803]
